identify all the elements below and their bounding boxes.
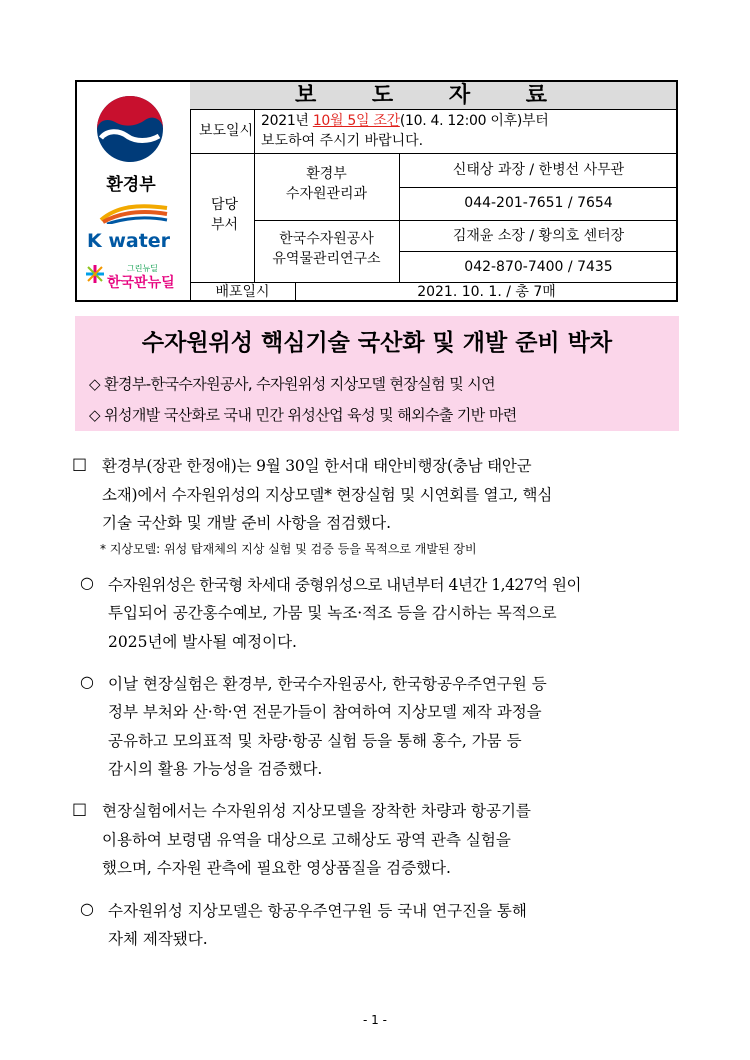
newdeal-spark-icon xyxy=(85,264,105,284)
dept-label-2: 부서 xyxy=(211,217,239,233)
distribution-value: 2021. 10. 1. / 총 7매 xyxy=(417,284,556,300)
dept1-name-1: 환경부 xyxy=(306,166,347,182)
dept1-contact-person: 신태상 과장 / 한병선 사무관 xyxy=(452,162,625,178)
circle-bullet: ○ xyxy=(80,899,94,918)
paragraph-5-line-1: 수자원위성 지상모델은 항공우주연구원 등 국내 연구진을 통해 xyxy=(108,902,527,920)
paragraph-4-line-1: 현장실험에서는 수자원위성 지상모델을 장착한 차량과 항공기를 xyxy=(102,802,531,820)
divider xyxy=(190,153,676,154)
taegeuk-emblem-icon xyxy=(93,92,167,166)
paragraph-4-line-3: 했으며, 수자원 관측에 필요한 영상품질을 검증했다. xyxy=(102,859,451,877)
headline-banner xyxy=(75,316,679,431)
embargo-line-2: 보도하여 주시기 바랍니다. xyxy=(261,133,424,149)
dept2-name-1: 한국수자원공사 xyxy=(279,231,374,247)
paragraph-1-line-3: 기술 국산화 및 개발 준비 사항을 점검했다. xyxy=(102,514,392,532)
moe-logo-text: 환경부 xyxy=(106,175,156,195)
headline: 수자원위성 핵심기술 국산화 및 개발 준비 박차 xyxy=(141,330,613,356)
paragraph-1-line-2: 소재)에서 수자원위성의 지상모델* 현장실험 및 시연회를 열고, 핵심 xyxy=(102,486,553,504)
press-release-title: 보 도 자 료 xyxy=(295,83,571,108)
paragraph-3-line-3: 공유하고 모의표적 및 차량·항공 실험 등을 통해 홍수, 가뭄 등 xyxy=(108,732,522,750)
paragraph-3-line-4: 감시의 활용 가능성을 검증했다. xyxy=(108,760,323,778)
newdeal-small-label: 그린뉴딜 xyxy=(127,264,158,273)
kwater-wave-icon xyxy=(99,202,169,224)
paragraph-5-line-2: 자체 제작됐다. xyxy=(108,930,208,948)
divider xyxy=(254,109,255,153)
date-label: 보도일시 xyxy=(199,123,254,139)
paragraph-2-line-2: 투입되어 공간홍수예보, 가뭄 및 녹조·적조 등을 감시하는 목적으로 xyxy=(108,604,557,622)
paragraph-2-line-3: 2025년에 발사될 예정이다. xyxy=(108,633,297,651)
page-number: - 1 - xyxy=(363,1013,387,1027)
divider xyxy=(190,82,191,300)
paragraph-3-line-2: 정부 부처와 산·학·연 전문가들이 참여하여 지상모델 제작 과정을 xyxy=(108,703,542,721)
paragraph-4-line-2: 이용하여 보령댐 유역을 대상으로 고해상도 광역 관측 실험을 xyxy=(102,831,511,849)
divider xyxy=(399,251,676,252)
dept1-name-2: 수자원관리과 xyxy=(285,186,368,202)
paragraph-1-line-1: 환경부(장관 한정애)는 9월 30일 한서대 태안비행장(충남 태안군 xyxy=(102,457,532,475)
dept2-phone: 042-870-7400 / 7435 xyxy=(464,259,613,275)
distribution-label: 배포일시 xyxy=(215,284,270,300)
circle-bullet: ○ xyxy=(80,672,94,691)
divider xyxy=(399,187,676,188)
dept1-phone: 044-201-7651 / 7654 xyxy=(464,195,613,211)
paragraph-2-line-1: 수자원위성은 한국형 차세대 중형위성으로 내년부터 4년간 1,427억 원이 xyxy=(108,576,581,594)
press-info-table xyxy=(75,80,678,302)
dept2-name-2: 유역물관리연구소 xyxy=(272,251,381,267)
dept-label-1: 담당 xyxy=(211,197,239,213)
newdeal-logo-text: 한국판뉴딜 xyxy=(107,275,175,291)
paragraph-3-line-1: 이날 현장실험은 환경부, 한국수자원공사, 한국항공우주연구원 등 xyxy=(108,675,547,693)
embargo-date: 10월 5일 조간 xyxy=(312,113,400,129)
summary-point-2: ◇ 위성개발 국산화로 국내 민간 위성산업 육성 및 해외수출 기반 마련 xyxy=(89,406,517,424)
divider xyxy=(254,220,676,221)
circle-bullet: ○ xyxy=(80,573,94,592)
square-bullet: □ xyxy=(72,799,88,818)
summary-point-1: ◇ 환경부-한국수자원공사, 수자원위성 지상모델 현장실험 및 시연 xyxy=(89,375,496,393)
title-bar xyxy=(190,82,676,110)
square-bullet: □ xyxy=(72,454,88,473)
footnote: * 지상모델: 위성 탑재체의 지상 실험 및 검증 등을 목적으로 개발된 장비 xyxy=(100,542,477,556)
embargo-line-1: 2021년 10월 5일 조간(10. 4. 12:00 이후)부터 xyxy=(261,113,549,129)
dept2-contact-person: 김재윤 소장 / 황의호 센터장 xyxy=(452,228,625,244)
kwater-logo-text: K water xyxy=(87,230,171,252)
